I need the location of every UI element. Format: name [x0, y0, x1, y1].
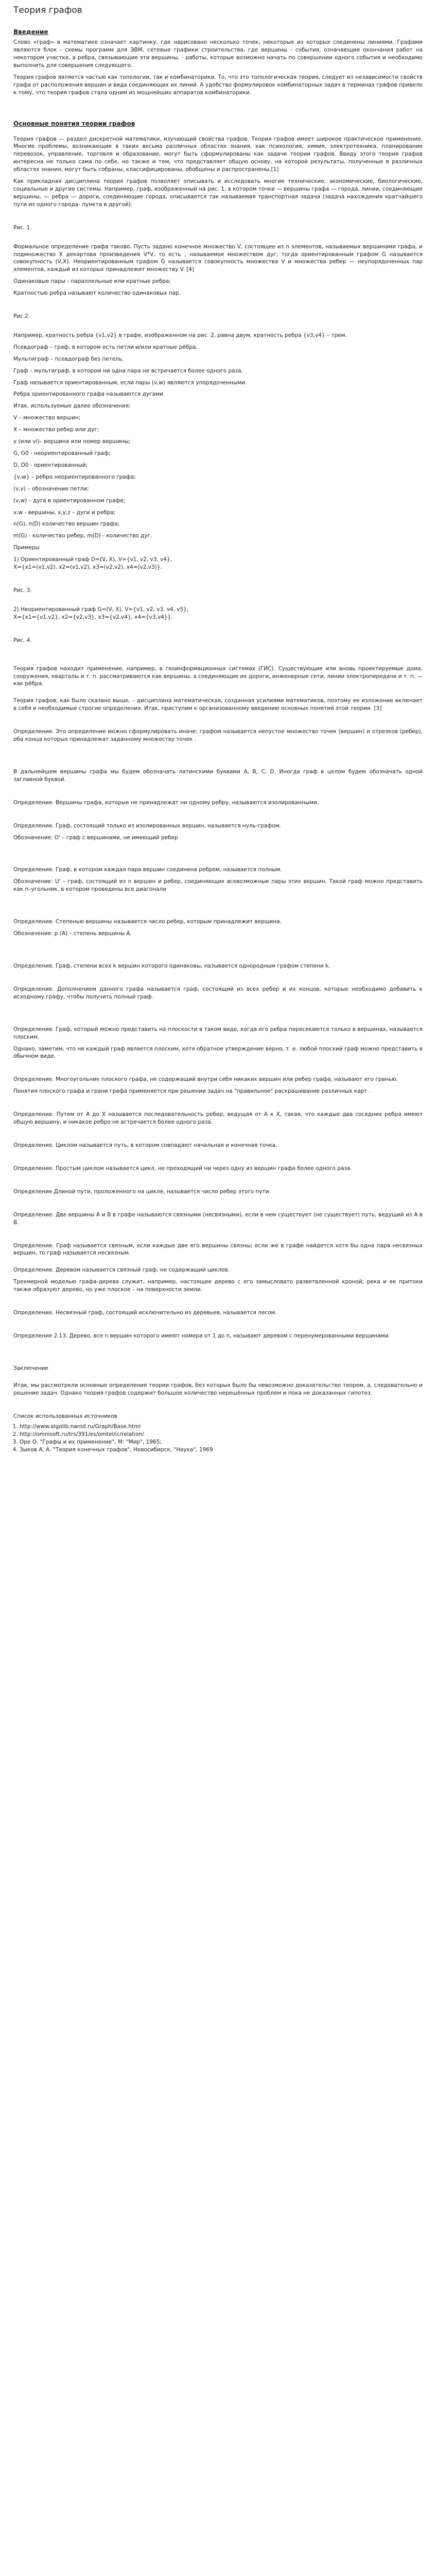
reference-item: 3. Оре О. "Графы и их применение", М: "Мир", 1965;: [20, 1438, 423, 1446]
definition: Определение. Граф, состоящий только из изолированных вершин, называется нуль-графом.: [13, 822, 281, 829]
example-line: 1) Ориентированный граф D=(V, X), V={v1, v2, v3, v4},: [13, 556, 172, 563]
reference-item: 1. http://www.algolib.narod.ru/Graph/Base.html: [20, 1423, 423, 1431]
paragraph: Например, кратность ребра {v1,v2} в графе, изображенном на рис. 2, равна двум, кратность ребра {v3,v4} – трем.: [13, 332, 347, 338]
references-list: [13, 1423, 423, 1454]
paragraph: Формальное определение графа таково. Пусть задано конечное множество V, состоящее из n элементов, называемых вершинами графа, и подмножество X декартова произведения V*V, то есть , называемое множеством дуг, тогда ориентированным графом G называется совокупность (V,X). Неориентированным графом G называется совокупность множества V и множества ребер — неупорядоченных пар элементов, каждый из которых принадлежит множеству V. [4]: [13, 243, 423, 273]
notation-item: m(G) - количество ребер, m(D) - количество дуг.: [13, 533, 152, 539]
page-title: Теория графов: [13, 5, 82, 15]
notation-item: V – множество вершин;: [13, 415, 81, 421]
paragraph: Теория графов, как было сказано выше, – дисциплина математическая, созданная усилиями математиков, поэтому ее изложение включает в себя и необходимые строгие определения. Итак, приступим к организованному введению основных понятий этой теории. [3]: [13, 698, 423, 712]
conclusion-paragraph: Итак, мы рассмотрели основные определения теории графов, без которых было бы невозможно доказательство теорем, а, следовательно и решение задач. Однако теория графов содержит большое количество нерешённых проблем и пока не доказанных гипотез.: [13, 1382, 423, 1396]
paragraph: Одинаковые пары - параллельные или кратные ребра;: [13, 278, 171, 285]
definition: Определение. Дополнением данного графа называется граф, состоящий из всех ребер и их концов, которые необходимо добавить к исходному графу, чтобы получить полный граф.: [13, 986, 423, 1000]
paragraph: Понятия плоского графа и грани графа применяется при решении задач на "правильное" раскрашивание различных карт .: [13, 1088, 371, 1095]
paragraph: Итак, используемые далее обозначения:: [13, 403, 131, 410]
definition: Определение. Это определение можно сформулировать иначе: графом называется непустое множество точек (вершин) и отрезков (ребер), оба конца которых принадлежат заданному множеству точек .: [13, 728, 423, 743]
references-heading: Список использованных источников: [13, 1413, 117, 1419]
notation: Обозначение: p (A) – степень вершины A.: [13, 930, 132, 937]
notation-item: (v,v) – обозначение петли;: [13, 485, 89, 492]
paragraph: Граф – мультиграф, в котором ни одна пара не встречается более одного раза.: [13, 367, 243, 374]
example-line: 2) Неориентированный граф G=(V, X), V={v1, v2, v3, v4, v5},: [13, 606, 189, 613]
definition: Определение 2.13. Дерево, все n вершин которого имеют номера от 1 до n, называют деревом с перенумерованными вершинами.: [13, 1332, 390, 1339]
figure-caption: Рис.2.: [13, 313, 30, 320]
figure-caption: Рис. 3.: [13, 587, 32, 594]
paragraph: Теория графов находит применение, например, в геоинформационных системах (ГИС). Существующие или вновь проектируемые дома, сооружения, кварталы и т. п. рассматриваются как вершины, а соединяющие их дороги, инженерные сети, линии электропередачи и т. п. — как рёбра.: [13, 665, 423, 687]
notation-item: X – множество ребер или дуг;: [13, 427, 99, 433]
basics-heading: Основные понятия теории графов: [13, 120, 135, 127]
definition: Определение. Две вершины A и B в графе называются связными (несвязными), если в нем существует (не существует) путь, ведущий из A в B.: [13, 1211, 423, 1226]
definition: Определение. Простым циклом называется цикл, не проходящий ни через одну из вершин графа более одного раза.: [13, 1165, 352, 1172]
intro-paragraph: Слово «граф» в математике означает картинку, где нарисовано несколько точек, некоторые из которых соединены линиями. Графами являются блок - схемы программ для ЭВМ, сетевые графики строительства, где вершины - события, означающие окончания работ на некотором участке, а ребра, связывающие эти вершины, - работы, которые возможно начать по совершении одного события и необходимо выполнить для совершения следующего.: [13, 39, 423, 69]
figure-caption: Рис. 4.: [13, 637, 32, 643]
notation-item: v,w - вершины, x,y,z – дуги и ребра;: [13, 509, 116, 516]
notation-item: (v,w) – дуга в ориентированном графе;: [13, 497, 126, 504]
paragraph: Ребра ориентированного графа называются дугами.: [13, 391, 165, 398]
paragraph: Трехмерной моделью графа-дерева служит, например, настоящее дерево с его замысловато разветвленной кроной; река и ее притоки также образуют дерево, но уже плоское – на поверхности земли.: [13, 1279, 423, 1293]
paragraph: В дальнейшем вершины графа мы будем обозначать латинскими буквами A, B, C, D. Иногда граф в целом будем обозначать одной заглавной буквой.: [13, 768, 423, 783]
document: [0, 4, 436, 1454]
paragraph: Граф называется ориентированным, если пары (v,w) являются упорядоченными.: [13, 379, 247, 386]
paragraph: Примеры: [13, 545, 40, 551]
definition: Определение. Циклом называется путь, в котором совпадают начальная и конечная точка.: [13, 1142, 277, 1148]
figure-caption: Рис. 1.: [13, 224, 32, 231]
definition: Определение. Граф называется связным, если каждые две его вершины связны; если же в графе найдется хотя бы одна пара несвязных вершин, то граф называется несвязным.: [13, 1242, 423, 1257]
intro-paragraph: Теория графов является частью как топологии, так и комбинаторики. То, что это топологическая теория, следует из независимости свойств графа от расположения вершин и вида соединяющих их линий. А удобство формулировок комбинаторных задач в терминах графов привело к тому, что теория графов стала одним из мощнейших аппаратов комбинаторики.: [13, 74, 423, 96]
reference-item: 2. http://omnisoft.ru/trs/391/es/omtel/ic/relation/: [20, 1431, 423, 1438]
paragraph: Однако, заметим, что не каждый граф является плоским, хотя обратное утверждение верно, т. е. любой плоский граф можно представить в обычном виде.: [13, 1045, 423, 1060]
definition: Определение. Граф, в котором каждая пара вершин соединена ребром, называется полным.: [13, 867, 282, 873]
notation-item: v (или vi)– вершина или номер вершины;: [13, 438, 131, 445]
reference-item: 4. Зыков А. А. "Теория конечных графов", Новосибирск, "Наука", 1969: [20, 1446, 423, 1454]
definition: Определение. Деревом называется связный граф, не содержащий циклов.: [13, 1267, 230, 1274]
notation-item: n(G), n(D) количество вершин графа;: [13, 521, 120, 528]
paragraph: Кратностью ребра называют количество одинаковых пар.: [13, 290, 181, 297]
paragraph: Псевдограф – граф, в котором есть петли и/или кратные рёбра.: [13, 344, 198, 350]
notation-item: G, G0 - неориентированный граф;: [13, 450, 111, 456]
paragraph: Как прикладная дисциплина теория графов позволяет описывать и исследовать многие технические, экономические, биологические, социальные и другие системы. Например, граф, изображенный на рис. 1, в котором точки — вершины графа — города, линии, соединяющие вершины, — ребра — дороги, соединяющие города, описывается так называемая транспортная задача (задача нахождения кратчайшего пути из одного города- пункта в другой).: [13, 178, 423, 208]
paragraph: Мультиграф – псевдограф без петель.: [13, 355, 124, 362]
notation-item: {v,w} – ребро неориентированного графа;: [13, 473, 136, 480]
paragraph: Теория графов — раздел дискретной математики, изучающий свойства графов. Теория графов имеет широкое практическое применение. Многие проблемы, возникающие в таких весьма различных областях знания, как психология, химия, электротехника, планирование перевозок, управление, торговля и образование, могут быть сформулированы как задачи теории графов. Ввиду этого теория графов интересна не только сама по себе, но также и тем, что представляет общую основу, на которой результаты, полученные в различных областях знания, могут быть собраны, классифицированы, обобщены и распространены.[1]: [13, 135, 423, 173]
definition: Определение. Степенью вершины называется число ребер, которым принадлежит вершина.: [13, 919, 282, 925]
definition: Определение. Многоугольник плоского графа, не содержащий внутри себя никаких вершин или ребер графа, называют его гранью.: [13, 1076, 398, 1083]
definition: Определение Длиной пути, проложенного на цикле, называется число ребер этого пути.: [13, 1188, 271, 1195]
example-line: X={x1={v1,v2}, x2={v2,v3}, x3={v2,v4}, x4={v3,v4}}.: [13, 614, 173, 620]
notation: Обозначение: O' – граф с вершинами, не имеющий ребер: [13, 834, 178, 841]
definition: Определение. Путем от A до X называется последовательность ребер, ведущая от A к X, такая, что каждые два соседних ребра имеют общую вершину, и никакое ребро не встречается более одного раза.: [13, 1111, 423, 1126]
intro-heading: Введение: [13, 28, 48, 36]
example-line: X={x1=(v1,v2), x2=(v1,v2), x3=(v2,v2), x4=(v2,v3)}.: [13, 564, 162, 571]
notation-item: D, D0 - ориентированный;: [13, 462, 88, 468]
definition: Определение. Граф, степени всех k вершин которого одинаковы, называется однородным графом степени k.: [13, 963, 330, 969]
definition: Определение. Несвязный граф, состоящий исключительно из деревьев, называется лесом.: [13, 1310, 277, 1316]
notation: Обозначение: U' – граф, состоящий из n вершин и ребер, соединяющих всевозможные пары этих вершин. Такой граф можно представить как n–угольник, в котором проведены все диагонали: [13, 878, 423, 893]
definition: Определение. Вершины графа, которые не принадлежат ни одному ребру, называются изолированными.: [13, 799, 319, 806]
definition: Определение. Граф, который можно представить на плоскости в таком виде, когда его ребра пересекаются только в вершинах, называется плоским.: [13, 1026, 423, 1040]
conclusion-heading: Заключение: [13, 1365, 48, 1371]
